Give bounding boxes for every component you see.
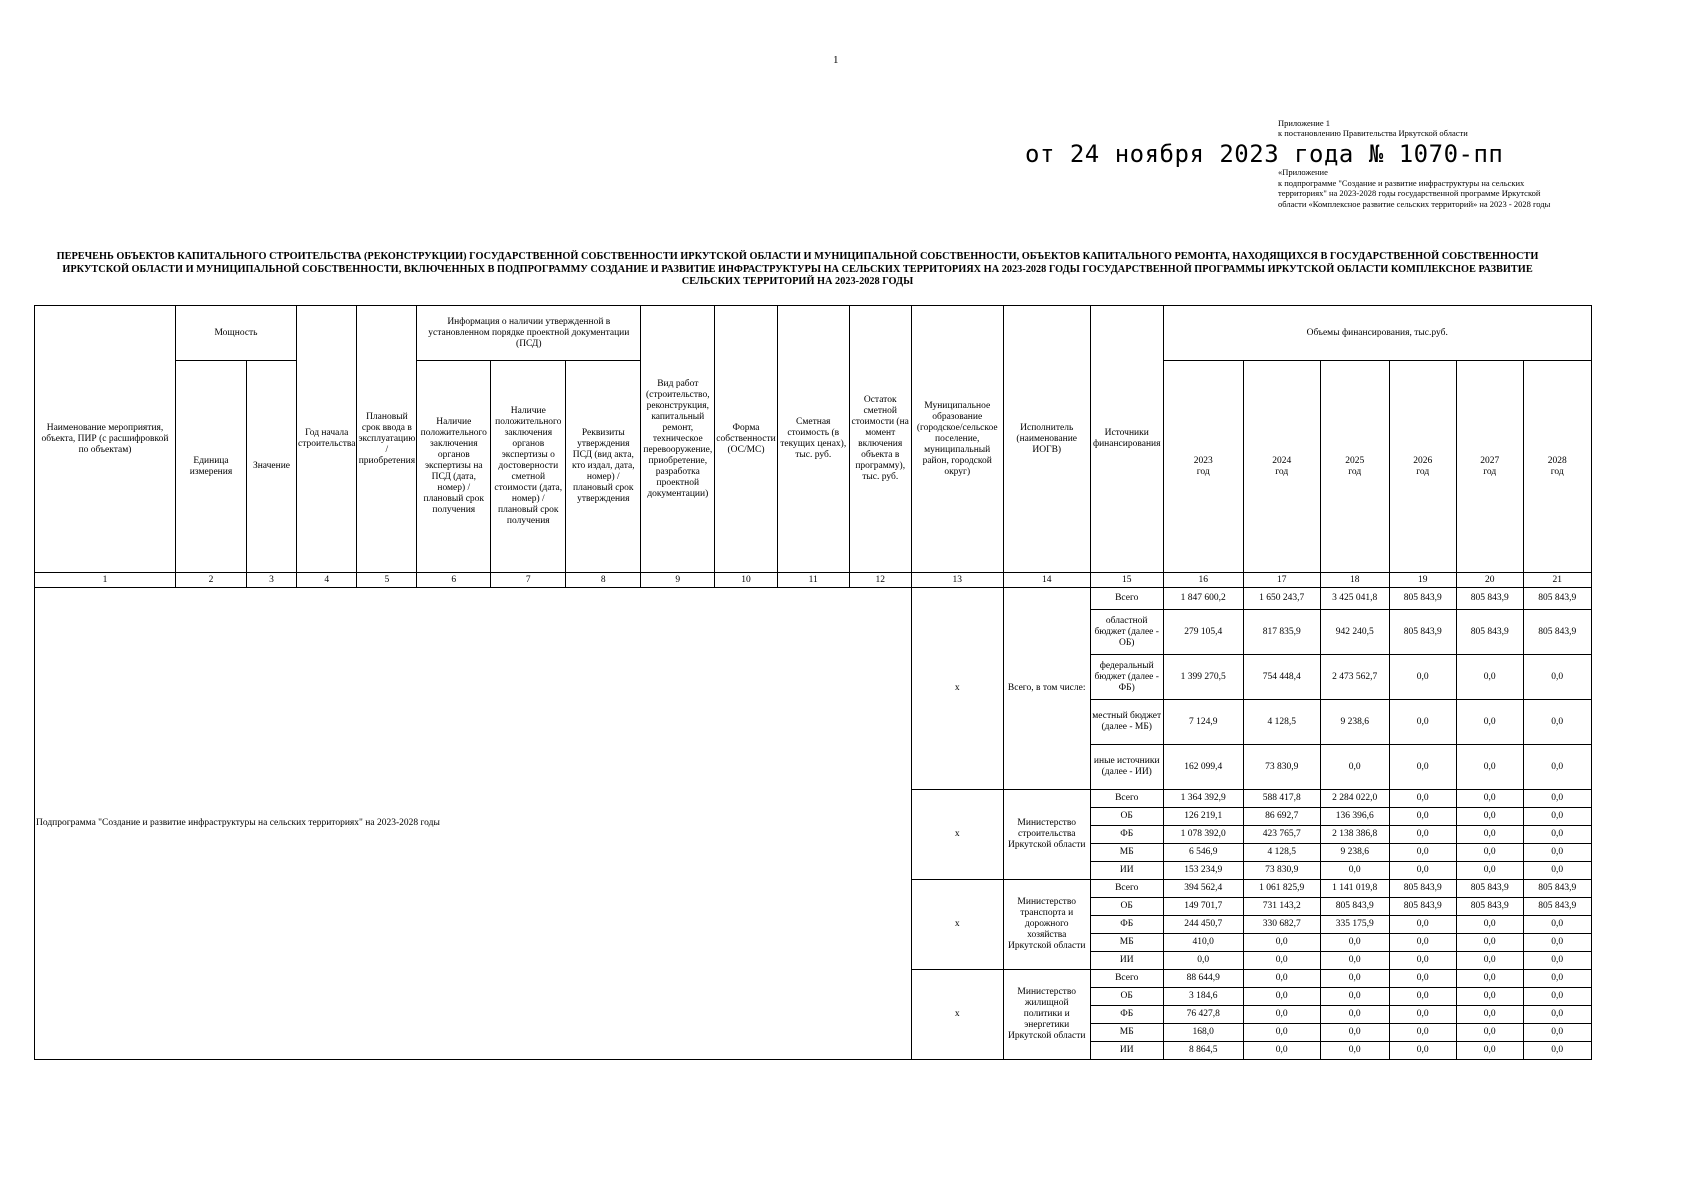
column-number: 2 — [176, 573, 247, 588]
funding-value: 88 644,9 — [1163, 970, 1243, 988]
header-unit: Единица измерения — [176, 361, 247, 573]
column-number: 1 — [35, 573, 176, 588]
funding-value: 0,0 — [1523, 808, 1591, 826]
header-ownership: Форма собственности (ОС/МС) — [715, 306, 777, 573]
funding-value: 0,0 — [1456, 700, 1523, 745]
funding-value: 0,0 — [1243, 970, 1320, 988]
year-label: 2028 — [1547, 455, 1567, 466]
source-cell: ФБ — [1090, 1006, 1163, 1024]
funding-value: 410,0 — [1163, 934, 1243, 952]
funding-value: 0,0 — [1389, 745, 1456, 790]
year-suffix: год — [1550, 466, 1564, 477]
appendix-header — [1278, 118, 1558, 138]
funding-value: 9 238,6 — [1320, 844, 1389, 862]
funding-value: 423 765,7 — [1243, 826, 1320, 844]
header-year-2024 — [1243, 361, 1320, 573]
year-suffix: год — [1196, 466, 1210, 477]
municipality-cell: х — [911, 970, 1003, 1060]
funding-value: 279 105,4 — [1163, 610, 1243, 655]
column-number: 8 — [566, 573, 641, 588]
column-number: 14 — [1003, 573, 1090, 588]
funding-value: 4 128,5 — [1243, 844, 1320, 862]
funding-value: 0,0 — [1243, 988, 1320, 1006]
header-capacity: Мощность — [176, 306, 297, 361]
funding-value: 0,0 — [1523, 1042, 1591, 1060]
source-cell: ОБ — [1090, 808, 1163, 826]
funding-value: 136 396,6 — [1320, 808, 1389, 826]
funding-value: 0,0 — [1456, 1024, 1523, 1042]
column-number: 5 — [357, 573, 417, 588]
source-cell: Всего — [1090, 880, 1163, 898]
header-municipality: Муниципальное образование (городское/сельское поселение, муниципальный район, городской округ) — [911, 306, 1003, 573]
municipality-cell: х — [911, 588, 1003, 790]
source-cell: ФБ — [1090, 826, 1163, 844]
column-number: 13 — [911, 573, 1003, 588]
header-planned-term: Плановый срок ввода в эксплуатацию / приобретения — [357, 306, 417, 573]
year-label: 2026 — [1413, 455, 1433, 466]
subprogram-name: Подпрограмма "Создание и развитие инфраструктуры на сельских территориях" на 2023-2028 годы — [35, 588, 912, 1060]
funding-value: 0,0 — [1389, 700, 1456, 745]
funding-value: 0,0 — [1243, 1006, 1320, 1024]
source-cell: МБ — [1090, 934, 1163, 952]
funding-value: 0,0 — [1523, 988, 1591, 1006]
funding-value: 942 240,5 — [1320, 610, 1389, 655]
funding-value: 805 843,9 — [1523, 880, 1591, 898]
funding-value: 0,0 — [1456, 745, 1523, 790]
funding-value: 0,0 — [1456, 970, 1523, 988]
funding-value: 0,0 — [1456, 1006, 1523, 1024]
funding-value: 588 417,8 — [1243, 790, 1320, 808]
funding-value: 0,0 — [1389, 790, 1456, 808]
funding-value: 0,0 — [1389, 916, 1456, 934]
column-number: 18 — [1320, 573, 1389, 588]
source-cell: ИИ — [1090, 862, 1163, 880]
column-number: 4 — [297, 573, 357, 588]
appendix-line-1: Приложение 1 — [1278, 118, 1330, 128]
funding-value: 6 546,9 — [1163, 844, 1243, 862]
source-cell: иные источники (далее - ИИ) — [1090, 745, 1163, 790]
header-value: Значение — [247, 361, 297, 573]
funding-value: 805 843,9 — [1389, 610, 1456, 655]
funding-value: 0,0 — [1456, 1042, 1523, 1060]
column-number: 9 — [641, 573, 715, 588]
funding-value: 0,0 — [1456, 844, 1523, 862]
funding-value: 805 843,9 — [1389, 588, 1456, 610]
column-number: 21 — [1523, 573, 1591, 588]
year-label: 2023 — [1193, 455, 1213, 466]
funding-value: 0,0 — [1456, 790, 1523, 808]
source-cell: ОБ — [1090, 898, 1163, 916]
header-name: Наименование мероприятия, объекта, ПИР (с расшифровкой по объектам) — [35, 306, 176, 573]
funding-value: 805 843,9 — [1389, 880, 1456, 898]
funding-value: 0,0 — [1523, 952, 1591, 970]
funding-value: 1 650 243,7 — [1243, 588, 1320, 610]
funding-value: 0,0 — [1163, 952, 1243, 970]
funding-value: 0,0 — [1456, 934, 1523, 952]
municipality-cell: х — [911, 880, 1003, 970]
funding-value: 0,0 — [1389, 934, 1456, 952]
funding-value: 0,0 — [1456, 916, 1523, 934]
appendix-line-3: «Приложение — [1278, 167, 1328, 177]
header-sources: Источники финансирования — [1090, 306, 1163, 573]
funding-value: 805 843,9 — [1456, 880, 1523, 898]
funding-value: 2 138 386,8 — [1320, 826, 1389, 844]
funding-value: 3 184,6 — [1163, 988, 1243, 1006]
registration-number: от 24 ноября 2023 года № 1070-пп — [1025, 140, 1504, 168]
source-cell: Всего — [1090, 790, 1163, 808]
column-number: 10 — [715, 573, 777, 588]
funding-value: 168,0 — [1163, 1024, 1243, 1042]
year-label: 2024 — [1272, 455, 1292, 466]
funding-value: 0,0 — [1320, 1042, 1389, 1060]
funding-value: 1 141 019,8 — [1320, 880, 1389, 898]
funding-value: 2 284 022,0 — [1320, 790, 1389, 808]
column-number: 15 — [1090, 573, 1163, 588]
funding-value: 754 448,4 — [1243, 655, 1320, 700]
funding-value: 73 830,9 — [1243, 745, 1320, 790]
funding-value: 805 843,9 — [1320, 898, 1389, 916]
funding-value: 0,0 — [1389, 826, 1456, 844]
funding-value: 0,0 — [1389, 1006, 1456, 1024]
funding-value: 149 701,7 — [1163, 898, 1243, 916]
year-suffix: год — [1275, 466, 1289, 477]
funding-value: 0,0 — [1320, 934, 1389, 952]
funding-value: 0,0 — [1389, 1024, 1456, 1042]
municipality-cell: х — [911, 790, 1003, 880]
header-psd-info: Информация о наличии утвержденной в установленном порядке проектной документации (ПСД) — [417, 306, 641, 361]
header-psd-requisites: Реквизиты утверждения ПСД (вид акта, кто издал, дата, номер) / плановый срок утверждения — [566, 361, 641, 573]
objects-table — [34, 305, 1592, 1060]
funding-value: 0,0 — [1523, 700, 1591, 745]
column-number: 16 — [1163, 573, 1243, 588]
funding-value: 0,0 — [1389, 844, 1456, 862]
funding-value: 0,0 — [1523, 745, 1591, 790]
funding-value: 0,0 — [1523, 916, 1591, 934]
funding-value: 0,0 — [1389, 655, 1456, 700]
funding-value: 394 562,4 — [1163, 880, 1243, 898]
funding-value: 0,0 — [1523, 826, 1591, 844]
funding-value: 0,0 — [1320, 1024, 1389, 1042]
source-cell: ОБ — [1090, 988, 1163, 1006]
header-year-2027 — [1456, 361, 1523, 573]
funding-value: 0,0 — [1456, 988, 1523, 1006]
column-number: 3 — [247, 573, 297, 588]
funding-value: 76 427,8 — [1163, 1006, 1243, 1024]
funding-value: 0,0 — [1456, 655, 1523, 700]
funding-value: 0,0 — [1456, 862, 1523, 880]
table-row — [35, 588, 1592, 610]
source-cell: МБ — [1090, 1024, 1163, 1042]
column-number: 12 — [849, 573, 911, 588]
source-cell: ИИ — [1090, 952, 1163, 970]
year-suffix: год — [1348, 466, 1362, 477]
funding-value: 335 175,9 — [1320, 916, 1389, 934]
source-cell: ИИ — [1090, 1042, 1163, 1060]
funding-value: 817 835,9 — [1243, 610, 1320, 655]
funding-value: 244 450,7 — [1163, 916, 1243, 934]
funding-value: 7 124,9 — [1163, 700, 1243, 745]
funding-value: 0,0 — [1456, 808, 1523, 826]
appendix-line-4: к подпрограмме "Создание и развитие инфраструктуры на сельских территориях" на 2023-2028 годы государственной программе Иркутской области «Комплексное развитие сельских территорий» на 2023 - 2028 годы — [1278, 177, 1551, 209]
funding-value: 330 682,7 — [1243, 916, 1320, 934]
funding-value: 0,0 — [1320, 862, 1389, 880]
funding-value: 126 219,1 — [1163, 808, 1243, 826]
funding-value: 0,0 — [1320, 988, 1389, 1006]
header-year-2023 — [1163, 361, 1243, 573]
funding-value: 805 843,9 — [1523, 610, 1591, 655]
funding-value: 73 830,9 — [1243, 862, 1320, 880]
funding-value: 0,0 — [1456, 826, 1523, 844]
funding-value: 0,0 — [1523, 1006, 1591, 1024]
funding-value: 4 128,5 — [1243, 700, 1320, 745]
header-executor: Исполнитель (наименование ИОГВ) — [1003, 306, 1090, 573]
funding-value: 0,0 — [1320, 1006, 1389, 1024]
funding-value: 0,0 — [1243, 934, 1320, 952]
source-cell: МБ — [1090, 844, 1163, 862]
executor-cell: Всего, в том числе: — [1003, 588, 1090, 790]
header-remainder: Остаток сметной стоимости (на момент включения объекта в программу), тыс. руб. — [849, 306, 911, 573]
header-psd-expertise: Наличие положительного заключения органов экспертизы на ПСД (дата, номер) / плановый срок получения — [417, 361, 491, 573]
funding-value: 805 843,9 — [1456, 898, 1523, 916]
column-number: 11 — [777, 573, 849, 588]
funding-value: 805 843,9 — [1523, 588, 1591, 610]
funding-value: 0,0 — [1523, 934, 1591, 952]
header-year-2028 — [1523, 361, 1591, 573]
funding-value: 0,0 — [1456, 952, 1523, 970]
column-number: 19 — [1389, 573, 1456, 588]
funding-value: 0,0 — [1523, 655, 1591, 700]
year-label: 2027 — [1480, 455, 1500, 466]
executor-cell: Министерство транспорта и дорожного хозяйства Иркутской области — [1003, 880, 1090, 970]
funding-value: 0,0 — [1389, 988, 1456, 1006]
column-number: 7 — [491, 573, 566, 588]
funding-value: 0,0 — [1243, 1042, 1320, 1060]
source-cell: областной бюджет (далее - ОБ) — [1090, 610, 1163, 655]
source-cell: ФБ — [1090, 916, 1163, 934]
funding-value: 8 864,5 — [1163, 1042, 1243, 1060]
funding-value: 1 364 392,9 — [1163, 790, 1243, 808]
funding-value: 0,0 — [1243, 952, 1320, 970]
appendix-line-2: к постановлению Правительства Иркутской области — [1278, 128, 1468, 138]
header-year-2026 — [1389, 361, 1456, 573]
header-year-2025 — [1320, 361, 1389, 573]
year-label: 2025 — [1345, 455, 1365, 466]
funding-value: 0,0 — [1389, 808, 1456, 826]
funding-value: 1 061 825,9 — [1243, 880, 1320, 898]
header-psd-cost: Наличие положительного заключения органов экспертизы о достоверности сметной стоимости (дата, номер) / плановый срок получения — [491, 361, 566, 573]
funding-value: 2 473 562,7 — [1320, 655, 1389, 700]
funding-value: 3 425 041,8 — [1320, 588, 1389, 610]
funding-value: 0,0 — [1389, 952, 1456, 970]
funding-value: 153 234,9 — [1163, 862, 1243, 880]
column-number: 17 — [1243, 573, 1320, 588]
column-number: 6 — [417, 573, 491, 588]
funding-value: 0,0 — [1523, 970, 1591, 988]
funding-value: 1 078 392,0 — [1163, 826, 1243, 844]
page-number: 1 — [833, 54, 839, 66]
funding-value: 805 843,9 — [1523, 898, 1591, 916]
funding-value: 9 238,6 — [1320, 700, 1389, 745]
funding-value: 805 843,9 — [1389, 898, 1456, 916]
header-work-type: Вид работ (строительство, реконструкция, капитальный ремонт, техническое перевооружение, приобретение, разработка проектной документации) — [641, 306, 715, 573]
source-cell: Всего — [1090, 970, 1163, 988]
funding-value: 731 143,2 — [1243, 898, 1320, 916]
funding-value: 0,0 — [1523, 862, 1591, 880]
funding-value: 0,0 — [1389, 970, 1456, 988]
document-title: ПЕРЕЧЕНЬ ОБЪЕКТОВ КАПИТАЛЬНОГО СТРОИТЕЛЬСТВА (РЕКОНСТРУКЦИИ) ГОСУДАРСТВЕННОЙ СОБСТВЕННОСТИ ИРКУТСКОЙ ОБЛАСТИ И МУНИЦИПАЛЬНОЙ СОБСТВЕННОСТИ, ОБЪЕКТОВ КАПИТАЛЬНОГО РЕМОНТА, НАХОДЯЩИХСЯ В ГОСУДАРСТВЕННОЙ СОБСТВЕННОСТИ ИРКУТСКОЙ ОБЛАСТИ И МУНИЦИПАЛЬНОЙ СОБСТВЕННОСТИ, ВКЛЮЧЕННЫХ В ПОДПРОГРАММУ СОЗДАНИЕ И РАЗВИТИЕ ИНФРАСТРУКТУРЫ НА СЕЛЬСКИХ ТЕРРИТОРИЯХ НА 2023-2028 ГОДЫ ГОСУДАРСТВЕННОЙ ПРОГРАММЫ ИРКУТСКОЙ ОБЛАСТИ КОМПЛЕКСНОЕ РАЗВИТИЕ СЕЛЬСКИХ ТЕРРИТОРИЙ НА 2023-2028 ГОДЫ — [56, 251, 1539, 287]
funding-value: 0,0 — [1389, 1042, 1456, 1060]
funding-value: 0,0 — [1523, 790, 1591, 808]
funding-value: 86 692,7 — [1243, 808, 1320, 826]
header-funding: Объемы финансирования, тыс.руб. — [1163, 306, 1591, 361]
header-start-year: Год начала строительства — [297, 306, 357, 573]
funding-value: 0,0 — [1320, 970, 1389, 988]
executor-cell: Министерство жилищной политики и энергетики Иркутской области — [1003, 970, 1090, 1060]
funding-value: 0,0 — [1320, 745, 1389, 790]
source-cell: Всего — [1090, 588, 1163, 610]
year-suffix: год — [1416, 466, 1430, 477]
executor-cell: Министерство строительства Иркутской области — [1003, 790, 1090, 880]
funding-value: 0,0 — [1523, 1024, 1591, 1042]
year-suffix: год — [1483, 466, 1497, 477]
funding-value: 0,0 — [1389, 862, 1456, 880]
funding-value: 0,0 — [1243, 1024, 1320, 1042]
funding-value: 0,0 — [1320, 952, 1389, 970]
funding-value: 805 843,9 — [1456, 588, 1523, 610]
funding-value: 0,0 — [1523, 844, 1591, 862]
column-number: 20 — [1456, 573, 1523, 588]
source-cell: федеральный бюджет (далее - ФБ) — [1090, 655, 1163, 700]
source-cell: местный бюджет (далее - МБ) — [1090, 700, 1163, 745]
appendix-subheader — [1278, 167, 1553, 209]
funding-value: 162 099,4 — [1163, 745, 1243, 790]
funding-value: 805 843,9 — [1456, 610, 1523, 655]
funding-value: 1 399 270,5 — [1163, 655, 1243, 700]
header-estimate: Сметная стоимость (в текущих ценах), тыс. руб. — [777, 306, 849, 573]
funding-value: 1 847 600,2 — [1163, 588, 1243, 610]
